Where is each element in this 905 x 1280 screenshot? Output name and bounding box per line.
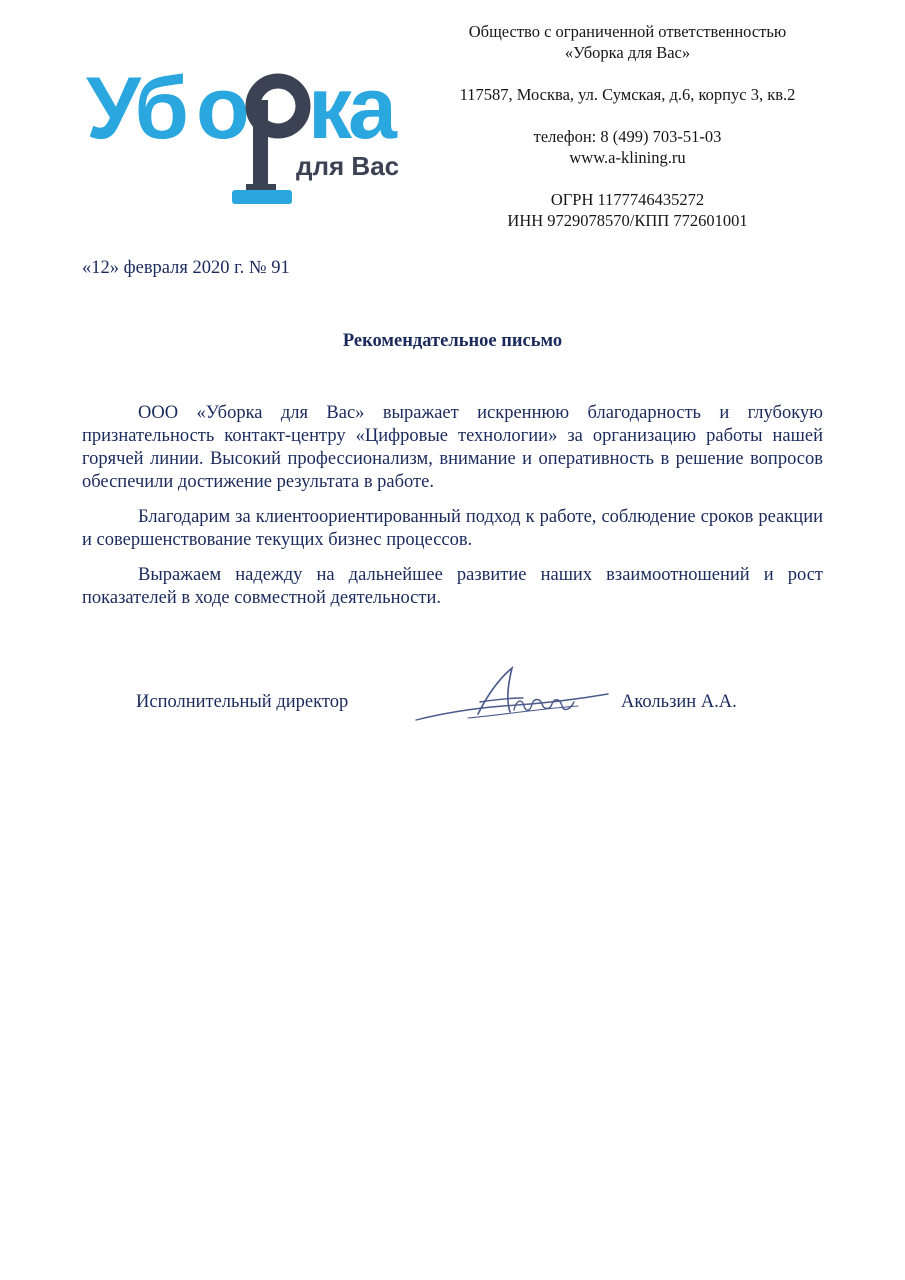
letter-title: Рекомендательное письмо (342, 331, 563, 351)
logo-word-part-1: Уб (86, 60, 185, 157)
org-ogrn: ОГРН 1177746435272 (550, 190, 705, 209)
signature-image (408, 664, 613, 726)
org-name: «Уборка для Вас» (564, 43, 691, 62)
logo-word-part-2: о (196, 60, 250, 157)
logo-word-part-3: ка (308, 60, 393, 157)
org-address: 117587, Москва, ул. Сумская, д.6, корпус 3, кв.2 (459, 85, 796, 104)
letter-paragraph-2: Благодарим за клиентоориентированный подход к работе, соблюдение сроков реакции и совершенствование текущих бизнес процессов. (82, 507, 823, 550)
signatory-position: Исполнительный директор (136, 692, 349, 712)
letter-paragraph-3: Выражаем надежду на дальнейшее развитие наших взаимоотношений и рост показателей в ходе совместной деятельности. (82, 565, 823, 608)
company-logo (86, 60, 421, 210)
org-form: Общество с ограниченной ответственностью (468, 22, 787, 41)
logo-image (86, 60, 421, 210)
org-inn-kpp: ИНН 9729078570/КПП 772601001 (507, 211, 748, 230)
logo-tagline: для Вас (296, 151, 400, 181)
company-requisites (430, 21, 825, 231)
org-website: www.a-klining.ru (569, 148, 686, 167)
handwritten-signature (408, 664, 613, 726)
letter-paragraph-1: ООО «Уборка для Вас» выражает искреннюю благодарность и глубокую признательность контакт-центру «Цифровые технологии» за организацию работы нашей горячей линии. Высокий профессионализм, внимание и оперативность в решение вопросов обеспечили достижение результата в работе. (82, 403, 823, 492)
letter-body (82, 402, 823, 622)
signatory-name: Акользин А.А. (621, 692, 737, 712)
org-phone: телефон: 8 (499) 703-51-03 (533, 127, 722, 146)
letter-date-number: «12» февраля 2020 г. № 91 (82, 258, 290, 278)
